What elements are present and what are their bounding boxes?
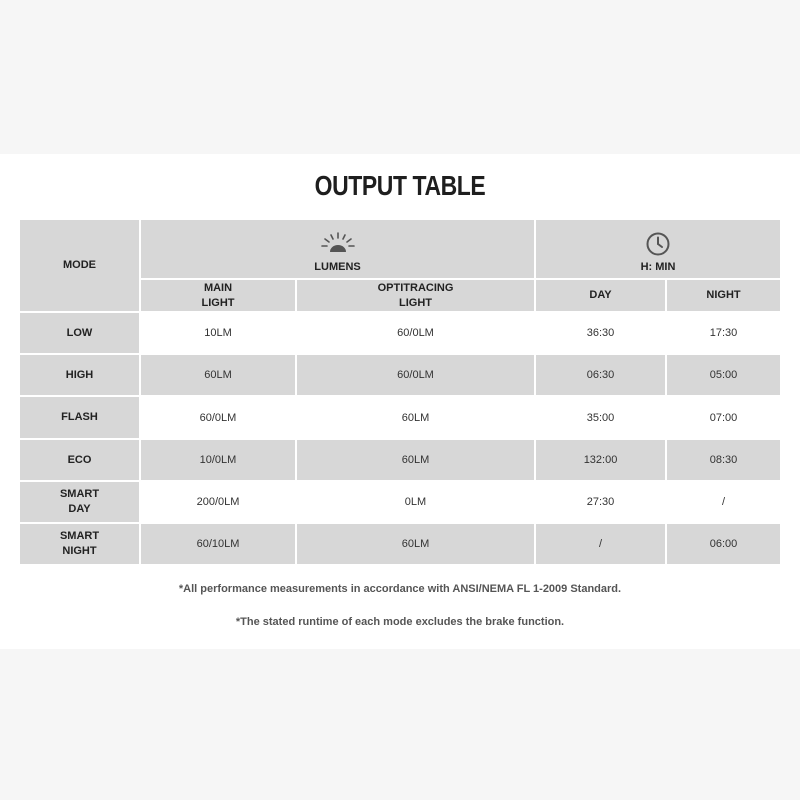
day-cell: 36:30 [535,312,666,354]
mode-cell [19,523,140,565]
mode-cell: FLASH [19,396,140,439]
time-label: H: MIN [640,261,676,273]
optitracing-cell: 60/0LM [296,312,535,354]
night-header: NIGHT [666,279,781,312]
table-row [19,481,781,523]
optitracing-cell: 60LM [296,439,535,481]
day-cell: 35:00 [535,396,666,439]
mode-header: MODE [19,219,140,312]
output-table [18,218,782,566]
mode-cell: HIGH [19,354,140,396]
optitracing-light-label: OPTITRACING LIGHT [377,281,454,309]
main-light-cell: 60/0LM [140,396,296,439]
day-cell: / [535,523,666,565]
time-header [535,219,781,279]
main-light-label: MAIN LIGHT [201,281,235,309]
main-light-cell: 10LM [140,312,296,354]
clock-icon [536,225,780,257]
day-cell: 132:00 [535,439,666,481]
optitracing-cell: 60LM [296,523,535,565]
mode-cell: LOW [19,312,140,354]
night-cell: 05:00 [666,354,781,396]
lumens-label: LUMENS [314,261,361,273]
optitracing-light-header [296,279,535,312]
day-header: DAY [535,279,666,312]
table-row [19,439,781,481]
table-row [19,354,781,396]
day-cell: 06:30 [535,354,666,396]
night-cell: / [666,481,781,523]
day-cell: 27:30 [535,481,666,523]
mode-cell [19,481,140,523]
optitracing-cell: 0LM [296,481,535,523]
light-burst-icon [141,225,534,257]
table-row [19,523,781,565]
main-light-cell: 60/10LM [140,523,296,565]
footnote-brake: *The stated runtime of each mode excludes the brake function. [235,616,565,628]
main-light-cell: 60LM [140,354,296,396]
main-light-cell: 200/0LM [140,481,296,523]
optitracing-cell: 60LM [296,396,535,439]
night-cell: 17:30 [666,312,781,354]
main-light-header [140,279,296,312]
mode-label: SMART NIGHT [59,530,100,557]
page-title: OUTPUT TABLE [314,170,486,201]
night-cell: 07:00 [666,396,781,439]
night-cell: 08:30 [666,439,781,481]
mode-label: SMART DAY [59,488,100,515]
footnote-ansi: *All performance measurements in accordance with ANSI/NEMA FL 1-2009 Standard. [178,583,622,595]
night-cell: 06:00 [666,523,781,565]
mode-cell: ECO [19,439,140,481]
main-light-cell: 10/0LM [140,439,296,481]
table-row [19,312,781,354]
lumens-header [140,219,535,279]
table-row [19,396,781,439]
optitracing-cell: 60/0LM [296,354,535,396]
